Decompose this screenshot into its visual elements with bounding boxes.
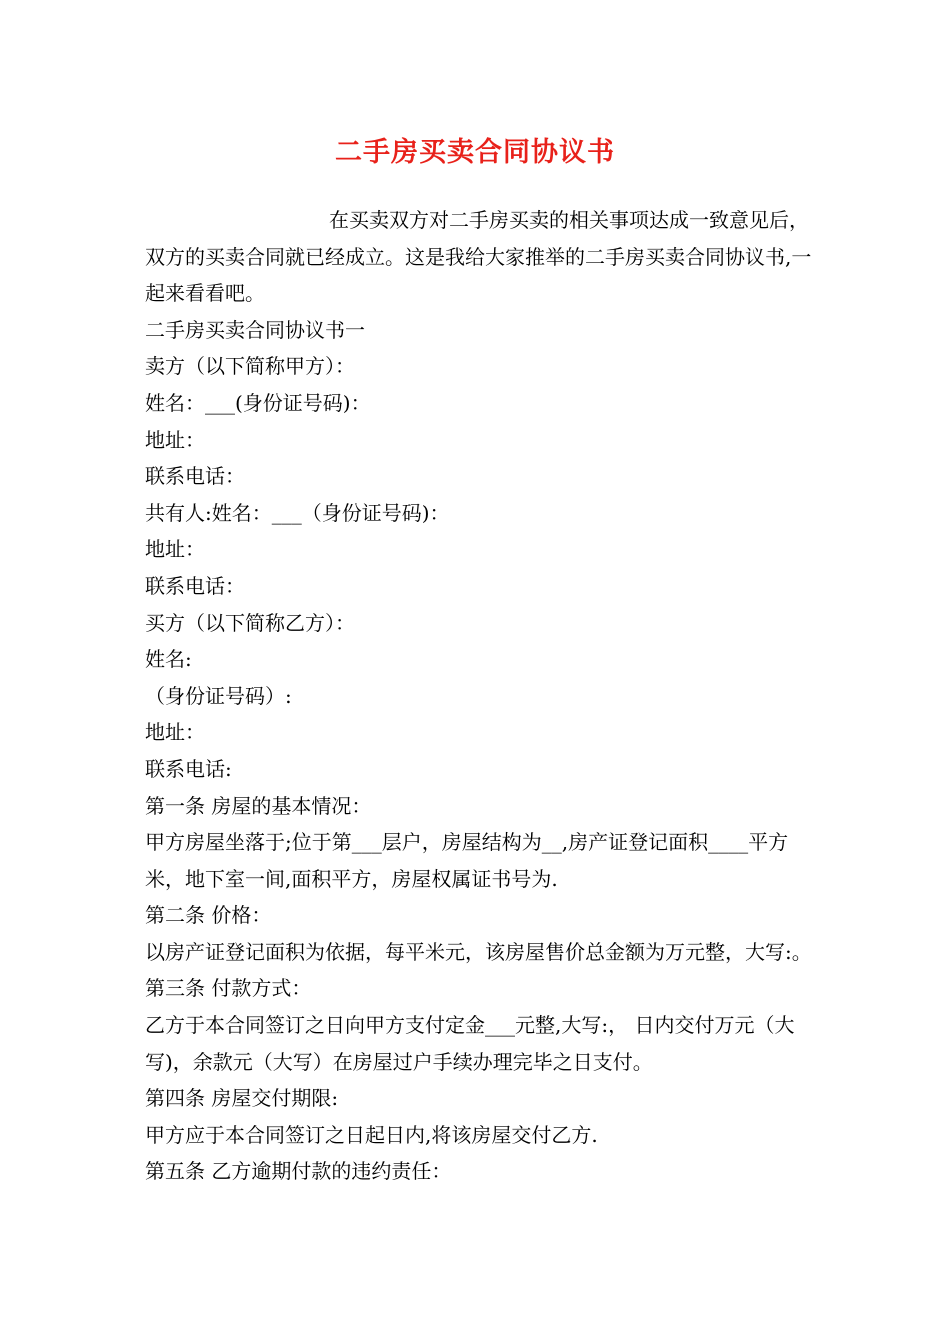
buyer-heading: 买方（以下简称乙方）： <box>145 610 355 635</box>
co-owner-phone-line: 联系电话： <box>145 573 245 598</box>
buyer-phone-line: 联系电话: <box>145 756 232 781</box>
intro-paragraph: 在买卖双方对二手房买卖的相关事项达成一致意见后，双方的买卖合同就已经成立。这是我给大家推举的二手房买卖合同协议书,一起来看看吧。 <box>145 208 812 306</box>
seller-address-line: 地址： <box>145 427 205 452</box>
article-3-heading: 第三条 付款方式： <box>145 976 312 1001</box>
buyer-address-line: 地址： <box>145 720 205 745</box>
seller-phone-line: 联系电话： <box>145 464 245 489</box>
document-body <box>145 202 825 1190</box>
article-2-text: 以房产证登记面积为依据，每平米元，该房屋售价总金额为万元整，大写:。 <box>145 939 812 964</box>
article-5-heading: 第五条 乙方逾期付款的违约责任： <box>145 1159 452 1184</box>
section-heading: 二手房买卖合同协议书一 <box>145 317 365 342</box>
article-1-text: 甲方房屋坐落于;位于第___层户，房屋结构为__,房产证登记面积____平方米，地下室一间,面积平方，房屋权属证书号为. <box>145 830 789 891</box>
article-3-text: 乙方于本合同签订之日向甲方支付定金___元整,大写:， 日内交付万元（大写)，余款元（大写）在房屋过户手续办理完毕之日支付。 <box>145 1013 795 1074</box>
buyer-id-line: （身份证号码）: <box>145 683 292 708</box>
co-owner-address-line: 地址： <box>145 537 205 562</box>
article-2-heading: 第二条 价格： <box>145 903 272 928</box>
article-4-text: 甲方应于本合同签订之日起日内,将该房屋交付乙方. <box>145 1122 598 1147</box>
article-1-heading: 第一条 房屋的基本情况： <box>145 793 372 818</box>
seller-heading: 卖方（以下简称甲方）： <box>145 354 355 379</box>
co-owner-name-line: 共有人:姓名：___（身份证号码)： <box>145 500 450 525</box>
document-title: 二手房买卖合同协议书 <box>335 137 615 168</box>
article-4-heading: 第四条 房屋交付期限: <box>145 1086 339 1111</box>
buyer-name-line: 姓名: <box>145 647 192 672</box>
seller-name-line: 姓名：___(身份证号码)： <box>145 390 371 415</box>
